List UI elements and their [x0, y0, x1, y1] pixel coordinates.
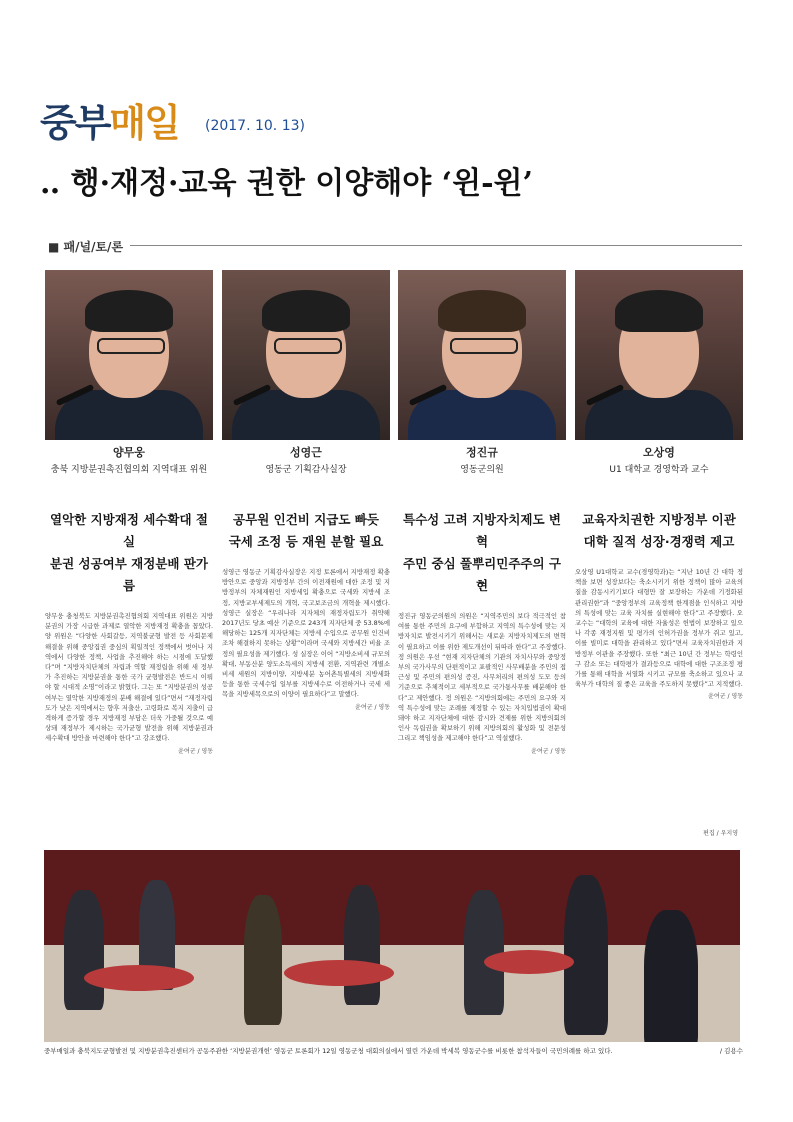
column-byline: 윤여군 / 영동 — [531, 747, 566, 755]
column-title-line-2: 대학 질적 성장·경쟁력 제고 — [583, 534, 735, 549]
masthead-name-main: 중부 — [40, 101, 110, 145]
column-body: 오상영 U1대학교 교수(경영학과)는 “지난 10년 간 대학 정책을 보면 성장보다는 축소시키기 위한 정책이 많아 교육의 질을 감동시키기보다 대형만 잘 보장하는 가운데 기정화된 관리권한”과 “중앙정부의 교육정책 한계점을 인식하고 지방의 특성에 맞는 교육 자치를 실현해야 한다”고 주장했다. 오 교수는 “대학의 교육에 대한 자율성은 헌법이 보장하고 있으나 각종 재정지원 및 평가의 인허가권을 정부가 쥐고 있고, 이를 빌미로 대학을 관리하고 있다”면서 교육자치권한과 지방정부 이관을 주장했다. 또한 “최근 10년 간 정부는 학령인구 감소 또는 대학평가 결과등으로 대학에 대한 구조조정 평가를 통해 대학을 서열화 시키고 규모를 축소하고 있으나 교육부가 대학의 질 좋은 교육을 주도하지 못했다”고 지적했다. — [575, 568, 743, 689]
panelist-photo — [398, 270, 566, 440]
panelist-name: 오상영 — [643, 446, 675, 459]
section-divider — [130, 245, 742, 246]
column-title-line-1: 열악한 지방재정 세수확대 절실 — [50, 512, 208, 549]
panelist-photo — [575, 270, 743, 440]
group-photo — [44, 850, 740, 1042]
publication-date: (2017. 10. 13) — [205, 118, 305, 134]
headline: ‥ 행·재정·교육 권한 이양해야 ‘윈-윈’ — [40, 166, 533, 201]
panelist-role: U1 대학교 경영학과 교수 — [609, 465, 709, 475]
panelist-column-3 — [398, 270, 566, 755]
column-title-line-2: 국세 조정 등 재원 분할 필요 — [228, 534, 384, 549]
editor-credit: 편집 / 우지영 — [703, 830, 738, 837]
panelist-photo — [222, 270, 390, 440]
column-byline: 윤여군 / 영동 — [708, 693, 743, 701]
panelist-role: 영동군 기획감사실장 — [265, 465, 347, 475]
photo-credit: / 김용수 — [719, 1047, 743, 1055]
panelist-name: 양무웅 — [113, 446, 145, 459]
masthead-logo — [40, 92, 179, 147]
column-title-line-2: 주민 중심 풀뿌리민주주의 구현 — [403, 556, 561, 593]
photo-caption: 중부매일과 충북지도균형발전 및 지방분권촉진센터가 공동주관한 ‘지방분권개헌’ 영동군 토론회가 12일 영동군청 대회의실에서 열린 가운데 박세복 영동군수를 비롯한 참석자들이 국민의례를 하고 있다. — [44, 1047, 613, 1055]
column-title — [222, 509, 390, 553]
column-byline: 윤여군 / 영동 — [178, 747, 213, 755]
column-byline: 윤여군 / 영동 — [355, 703, 390, 711]
panelist-photo — [45, 270, 213, 440]
column-title — [575, 509, 743, 553]
panelist-name: 성영근 — [290, 446, 322, 459]
panelist-column-4 — [575, 270, 743, 700]
panelist-name: 정진규 — [466, 446, 498, 459]
column-title — [45, 509, 213, 597]
column-title-line-1: 공무원 인건비 지급도 빠듯 — [233, 512, 379, 527]
masthead-name-accent: 매일 — [109, 101, 179, 145]
panelist-role: 충북 지방분권촉진협의회 지역대표 위원 — [50, 465, 208, 475]
section-tag: ■ 패/널/토/론 — [48, 240, 124, 254]
column-body: 성영근 영동군 기획감사실장은 지정 토론에서 지방재정 확충방안으로 중앙과 지방정부 간의 이전재원에 대한 조정 및 지방정부의 자체재원인 지방세입 확충으로 국세와 지방세 조정, 지방교부세제도의 개혁, 국고보조금의 개혁을 제시했다. 성영근 실장은 “우리나라 지자체의 재정자립도가 취약해 2017년도 당초 예산 기준으로 243개 지자단체 중 53.8%에 해당하는 125개 지자단체는 지방세 수입으로 공무원 인건비 조차 해결하지 못하는 상황”이라며 국세와 지방세간 비율 조정의 필요성을 제기했다. 성 실장은 이어 “지방소비세 규모의 확대, 부동산분 양도소득세의 지방세 전환, 지역관련 개별소비세 세원의 지방이양, 지방세분 농어촌특별세의 지방세화 등을 통한 국세수입 일부를 지방세수로 이전하거나 국세 세목을 지방세목으로의 이양이 필요하다”고 말했다. — [222, 568, 390, 699]
column-title-line-1: 특수성 고려 지방자치제도 변혁 — [403, 512, 561, 549]
panelist-column-1 — [45, 270, 213, 755]
column-title — [398, 509, 566, 597]
panelist-column-2 — [222, 270, 390, 711]
column-title-line-1: 교육자치권한 지방정부 이관 — [582, 512, 736, 527]
column-body: 양무웅 충청북도 지방분권촉진협의회 지역대표 위원은 지방분권의 가장 시급한 과제로 열악한 지방재정 확충을 꼽았다. 양 위원은 “다양한 사회갈등, 지역불균형 발전 등 사회문제 해결을 위해 중앙집권 중심의 획일적인 정책에서 벗어나 지역에서 다양한 정책, 사업을 추진해야 하는 시점에 도달했다”며 “지방자치단체의 자립과 역할 재정립을 위해 새 정부가 추진하는 지방분권을 통한 국가 균형발전은 반드시 이뤄야 할 시대적 소명”이라고 밝혔다. 그는 또 “지방분권의 성공여부는 열악한 지방재정의 분배 해결에 있다”면서 “재정자립도가 낮은 지역에서는 향후 저출산, 고령화로 복지 지출이 급격하게 증가할 경우 지방재정 부담은 더욱 가중될 것으로 예상돼 재정부가 제시하는 국가균형 발전을 위해 지방분권과 세수확대 방안을 마련해야 한다”고 강조했다. — [45, 612, 213, 743]
panelist-role: 영동군의원 — [460, 465, 504, 475]
column-body: 정진규 영동군의원의 의원은 “지역주민의 보다 적극적인 참여를 통한 주민의 요구에 부합하고 지역의 특수성에 맞는 지방자치로 발전시키기 위해서는 새로운 지방자치제도의 변혁이 필요하고 이를 위한 제도개선이 뒤따라 한다”고 주장했다. 정 의원은 우선 “현재 지자단체의 기관의 자치사무와 중앙정부의 국가사무의 단편적이고 포괄적인 사무배분을 주민의 접근성 및 주민의 편의성 증진, 사무처리의 편의성 도모 등의 기준으로 추체적이고 세부적으로 국가통사무를 배분해야 한다”고 제안했다. 정 의원은 “지방의회에는 주민의 요구와 지역 특수성에 맞는 조례를 제정할 수 있는 자치입법권이 확대돼야 하고 지자단체에 대한 감시와 견제를 위한 지방의회의 인사 독립권을 확보하기 위해 지방의회의 활성화 및 전문성 그리고 책임성을 제고해야 한다”고 역설했다. — [398, 612, 566, 743]
column-title-line-2: 분권 성공여부 재정분배 판가름 — [50, 556, 208, 593]
